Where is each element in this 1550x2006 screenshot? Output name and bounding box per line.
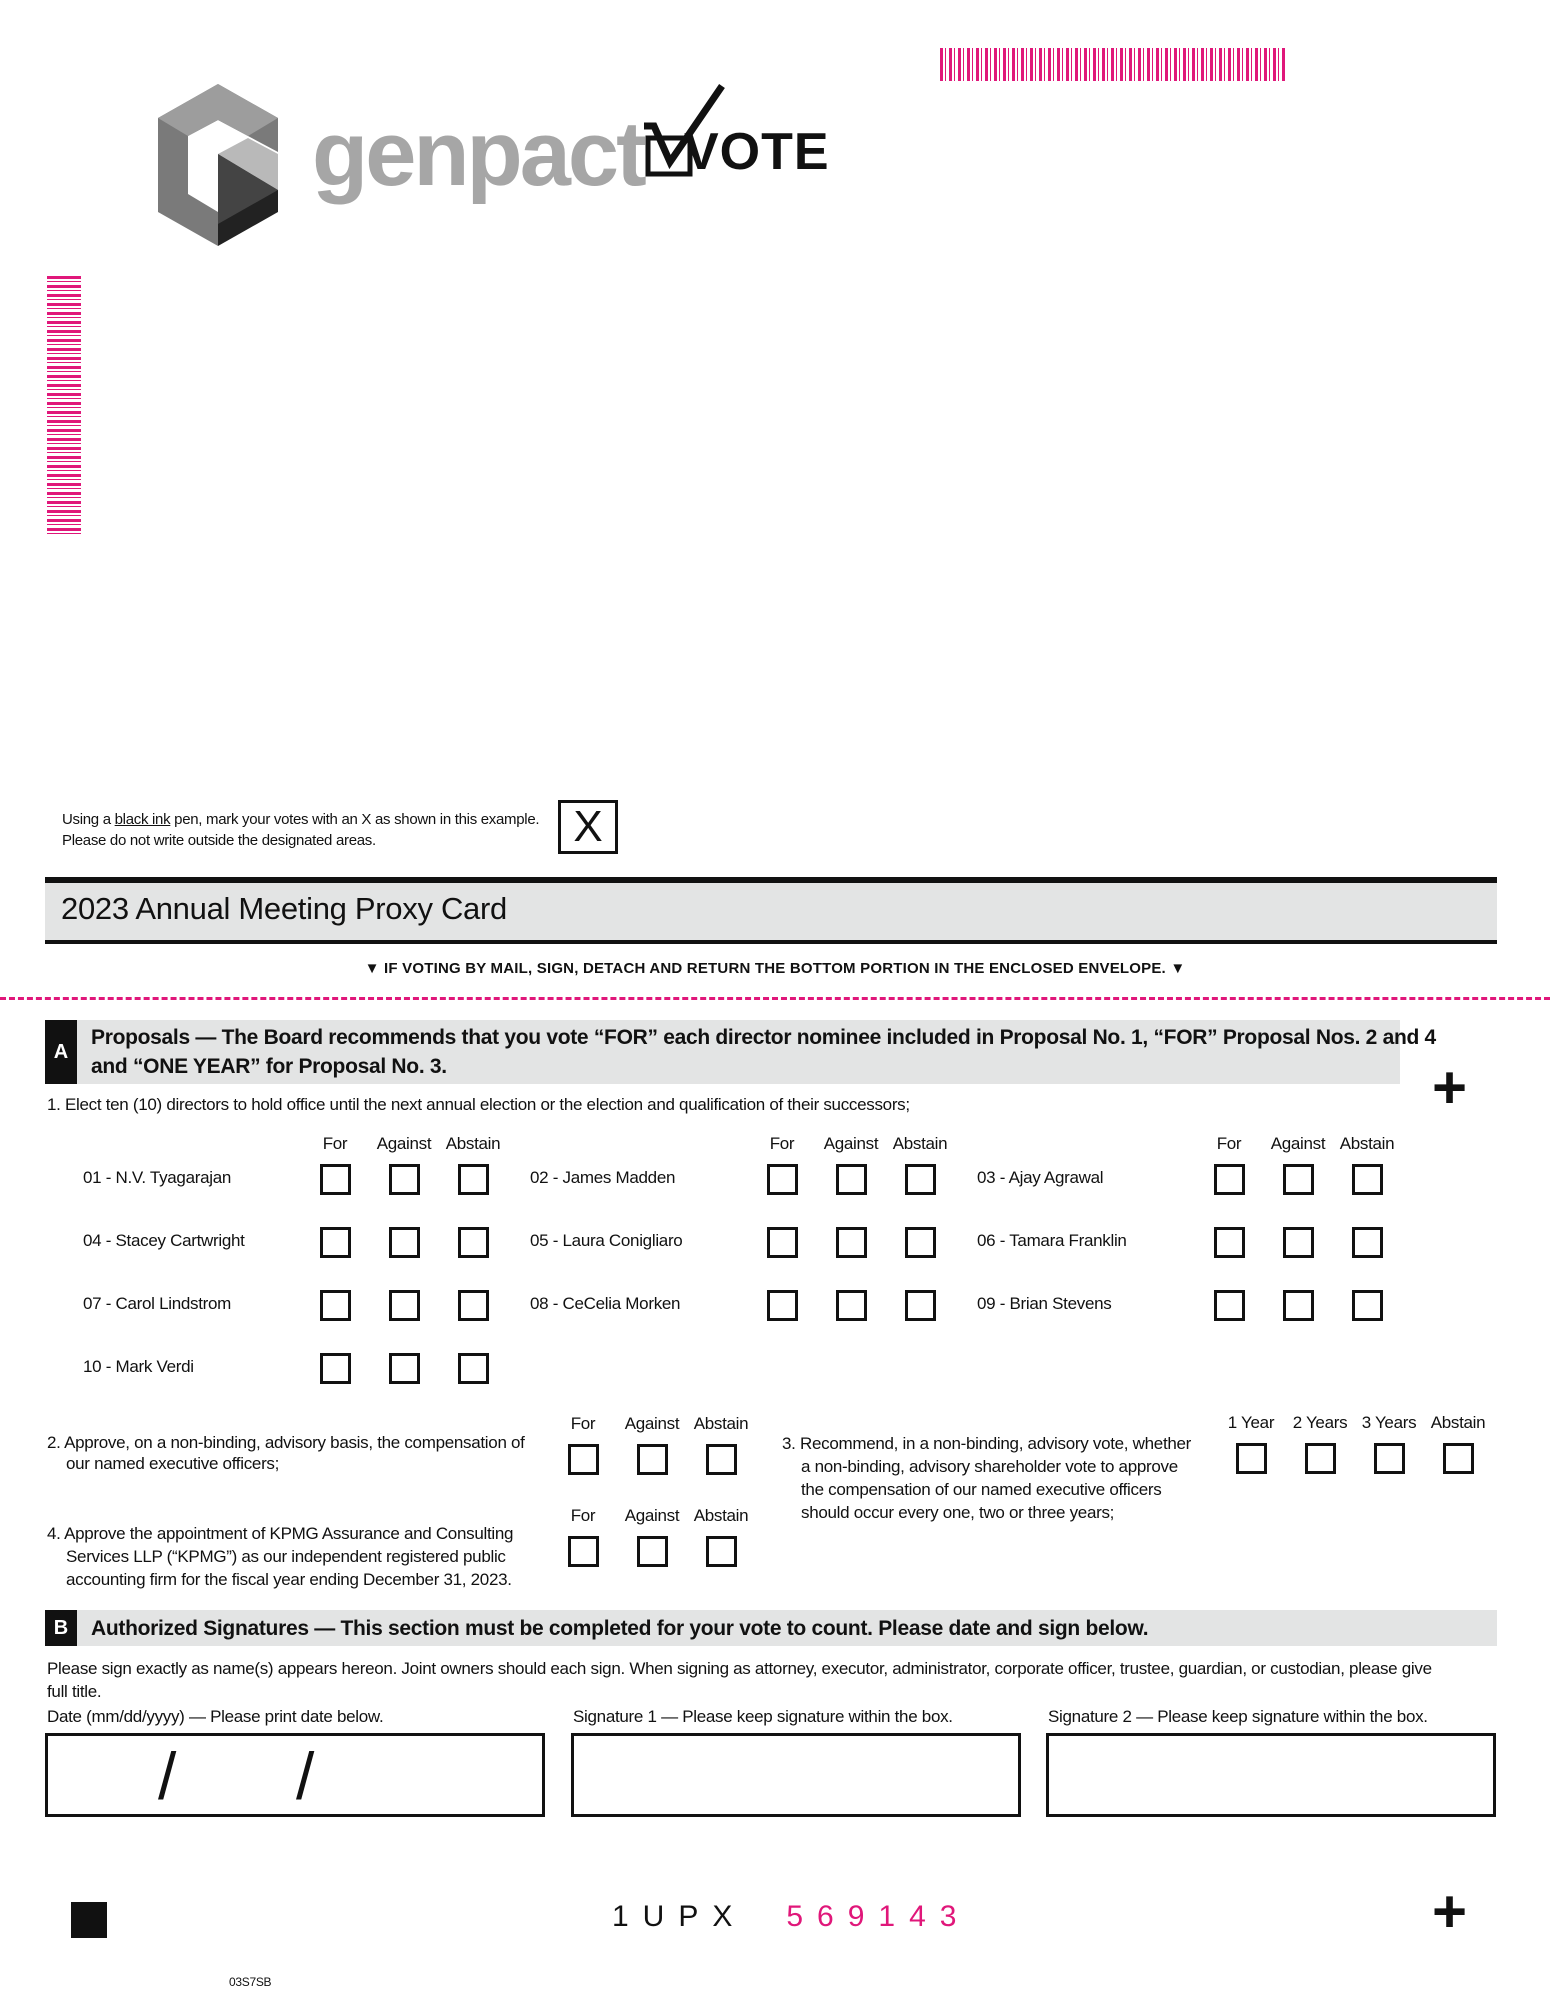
down-triangle-icon: ▼ — [1170, 960, 1186, 977]
detach-line — [0, 997, 1550, 1000]
section-a-heading: Proposals — The Board recommends that you vote “FOR” each director nominee included in Proposal No. 1, “FOR” Proposal Nos. 2 and 4 and “ONE YEAR” for Proposal No. 3. — [91, 1026, 1436, 1078]
vote-column-header: For — [570, 1414, 596, 1433]
vote-2-years-checkbox[interactable] — [1305, 1443, 1336, 1474]
genpact-cube-icon — [156, 82, 280, 248]
vote-abstain-checkbox[interactable] — [458, 1227, 489, 1258]
genpact-wordmark: genpact — [312, 103, 644, 205]
nominee-name: 09 - Brian Stevens — [977, 1294, 1112, 1313]
vote-1-year-checkbox[interactable] — [1236, 1443, 1267, 1474]
vote-against-checkbox[interactable] — [637, 1444, 668, 1475]
vote-for-checkbox[interactable] — [568, 1536, 599, 1567]
barcode-left — [47, 276, 81, 534]
vote-abstain-checkbox[interactable] — [1443, 1443, 1474, 1474]
vote-abstain-checkbox[interactable] — [905, 1164, 936, 1195]
date-separator: / — [296, 1739, 315, 1813]
vote-for-checkbox[interactable] — [1214, 1164, 1245, 1195]
registration-plus-icon: + — [1432, 1878, 1468, 1945]
proposal-1-text: 1. Elect ten (10) directors to hold office until the next annual election or the election and qualification of their successors; — [47, 1095, 910, 1114]
vote-against-checkbox[interactable] — [836, 1290, 867, 1321]
vote-column-header: Abstain — [892, 1134, 948, 1153]
vote-against-checkbox[interactable] — [836, 1164, 867, 1195]
vote-against-checkbox[interactable] — [389, 1164, 420, 1195]
vote-for-checkbox[interactable] — [320, 1164, 351, 1195]
signature-1-label: Signature 1 — Please keep signature within the box. — [573, 1707, 953, 1726]
footer-code: 1UPX 569143 — [612, 1900, 971, 1933]
vote-column-header: Against — [624, 1506, 680, 1525]
vote-column-header: Against — [823, 1134, 879, 1153]
vote-column-header: For — [570, 1506, 596, 1525]
date-field[interactable] — [45, 1733, 545, 1817]
nominee-name: 06 - Tamara Franklin — [977, 1231, 1127, 1250]
vote-abstain-checkbox[interactable] — [458, 1353, 489, 1384]
section-b-heading: Authorized Signatures — This section must be completed for your vote to count. Please date and sign below. — [91, 1617, 1149, 1640]
vote-column-header: 1 Year — [1227, 1413, 1275, 1432]
registration-square — [71, 1902, 107, 1938]
signature-1-field[interactable] — [571, 1733, 1021, 1817]
date-label: Date (mm/dd/yyyy) — Please print date below. — [47, 1707, 384, 1726]
vote-abstain-checkbox[interactable] — [1352, 1164, 1383, 1195]
vote-abstain-checkbox[interactable] — [905, 1227, 936, 1258]
vote-abstain-checkbox[interactable] — [706, 1536, 737, 1567]
vote-for-checkbox[interactable] — [320, 1227, 351, 1258]
vote-column-header: Abstain — [1339, 1134, 1395, 1153]
nominee-name: 07 - Carol Lindstrom — [83, 1294, 232, 1313]
nominee-name: 04 - Stacey Cartwright — [83, 1231, 245, 1250]
signature-2-label: Signature 2 — Please keep signature within the box. — [1048, 1707, 1428, 1726]
vote-column-header: Abstain — [693, 1414, 749, 1433]
vote-abstain-checkbox[interactable] — [905, 1290, 936, 1321]
vote-abstain-checkbox[interactable] — [706, 1444, 737, 1475]
vote-abstain-checkbox[interactable] — [458, 1290, 489, 1321]
registration-plus-icon: + — [1432, 1054, 1468, 1121]
nominee-name: 05 - Laura Conigliaro — [530, 1231, 683, 1250]
section-a-letter: A — [45, 1020, 77, 1084]
vote-against-checkbox[interactable] — [1283, 1164, 1314, 1195]
vote-against-checkbox[interactable] — [1283, 1227, 1314, 1258]
detach-notice: ▼ IF VOTING BY MAIL, SIGN, DETACH AND RETURN THE BOTTOM PORTION IN THE ENCLOSED ENVELOPE. ▼ — [364, 960, 1186, 977]
vote-column-header: Abstain — [445, 1134, 501, 1153]
vote-abstain-checkbox[interactable] — [1352, 1290, 1383, 1321]
page-title: 2023 Annual Meeting Proxy Card — [61, 891, 507, 926]
vote-wordmark: VOTE — [684, 123, 830, 181]
vote-for-checkbox[interactable] — [1214, 1227, 1245, 1258]
vote-for-checkbox[interactable] — [767, 1227, 798, 1258]
barcode-top — [940, 48, 1285, 81]
vote-column-header: For — [1216, 1134, 1242, 1153]
nominee-name: 03 - Ajay Agrawal — [977, 1168, 1104, 1187]
vote-column-header: Against — [1270, 1134, 1326, 1153]
nominee-name: 02 - James Madden — [530, 1168, 676, 1187]
section-b-letter: B — [45, 1610, 77, 1646]
vote-abstain-checkbox[interactable] — [1352, 1227, 1383, 1258]
vote-column-header: For — [322, 1134, 348, 1153]
signature-instructions: Please sign exactly as name(s) appears hereon. Joint owners should each sign. When signing as attorney, executor, administrator, corporate officer, trustee, guardian, or custodian, please give full title. — [47, 1659, 1432, 1701]
down-triangle-icon: ▼ — [364, 960, 380, 977]
vote-against-checkbox[interactable] — [389, 1290, 420, 1321]
marking-instructions: Using a black ink pen, mark your votes with an X as shown in this example. Please do not write outside the designated areas. — [62, 811, 540, 849]
vote-against-checkbox[interactable] — [1283, 1290, 1314, 1321]
proposal-2-text: 2. Approve, on a non-binding, advisory basis, the compensation of our named executive officers; — [47, 1433, 525, 1473]
signature-2-field[interactable] — [1046, 1733, 1496, 1817]
vote-column-header: Against — [624, 1414, 680, 1433]
vote-column-header: Abstain — [693, 1506, 749, 1525]
proposal-4-text: 4. Approve the appointment of KPMG Assurance and Consulting Services LLP (“KPMG”) as our independent registered public accounting firm for the fiscal year ending December 31, 2023. — [47, 1524, 514, 1589]
vote-column-header: Against — [376, 1134, 432, 1153]
vote-abstain-checkbox[interactable] — [458, 1164, 489, 1195]
date-separator: / — [158, 1739, 177, 1813]
vote-column-header: Abstain — [1430, 1413, 1486, 1432]
proposal-3-text: 3. Recommend, in a non-binding, advisory vote, whether a non-binding, advisory shareholder vote to approve the compensation of our named executive officers should occur every one, two or three years; — [782, 1434, 1192, 1522]
vote-for-checkbox[interactable] — [767, 1164, 798, 1195]
vote-for-checkbox[interactable] — [1214, 1290, 1245, 1321]
vote-for-checkbox[interactable] — [568, 1444, 599, 1475]
vote-against-checkbox[interactable] — [389, 1227, 420, 1258]
nominee-name: 08 - CeCelia Morken — [530, 1294, 681, 1313]
vote-against-checkbox[interactable] — [637, 1536, 668, 1567]
vote-column-header: 3 Years — [1361, 1413, 1417, 1432]
nominee-name: 10 - Mark Verdi — [83, 1357, 194, 1376]
vote-column-header: 2 Years — [1292, 1413, 1348, 1432]
vote-column-header: For — [769, 1134, 795, 1153]
vote-against-checkbox[interactable] — [836, 1227, 867, 1258]
nominee-name: 01 - N.V. Tyagarajan — [83, 1168, 232, 1187]
vote-for-checkbox[interactable] — [320, 1290, 351, 1321]
vote-against-checkbox[interactable] — [389, 1353, 420, 1384]
vote-3-years-checkbox[interactable] — [1374, 1443, 1405, 1474]
vote-for-checkbox[interactable] — [767, 1290, 798, 1321]
form-code: 03S7SB — [229, 1975, 272, 1989]
vote-for-checkbox[interactable] — [320, 1353, 351, 1384]
example-mark-box: X — [558, 800, 618, 854]
